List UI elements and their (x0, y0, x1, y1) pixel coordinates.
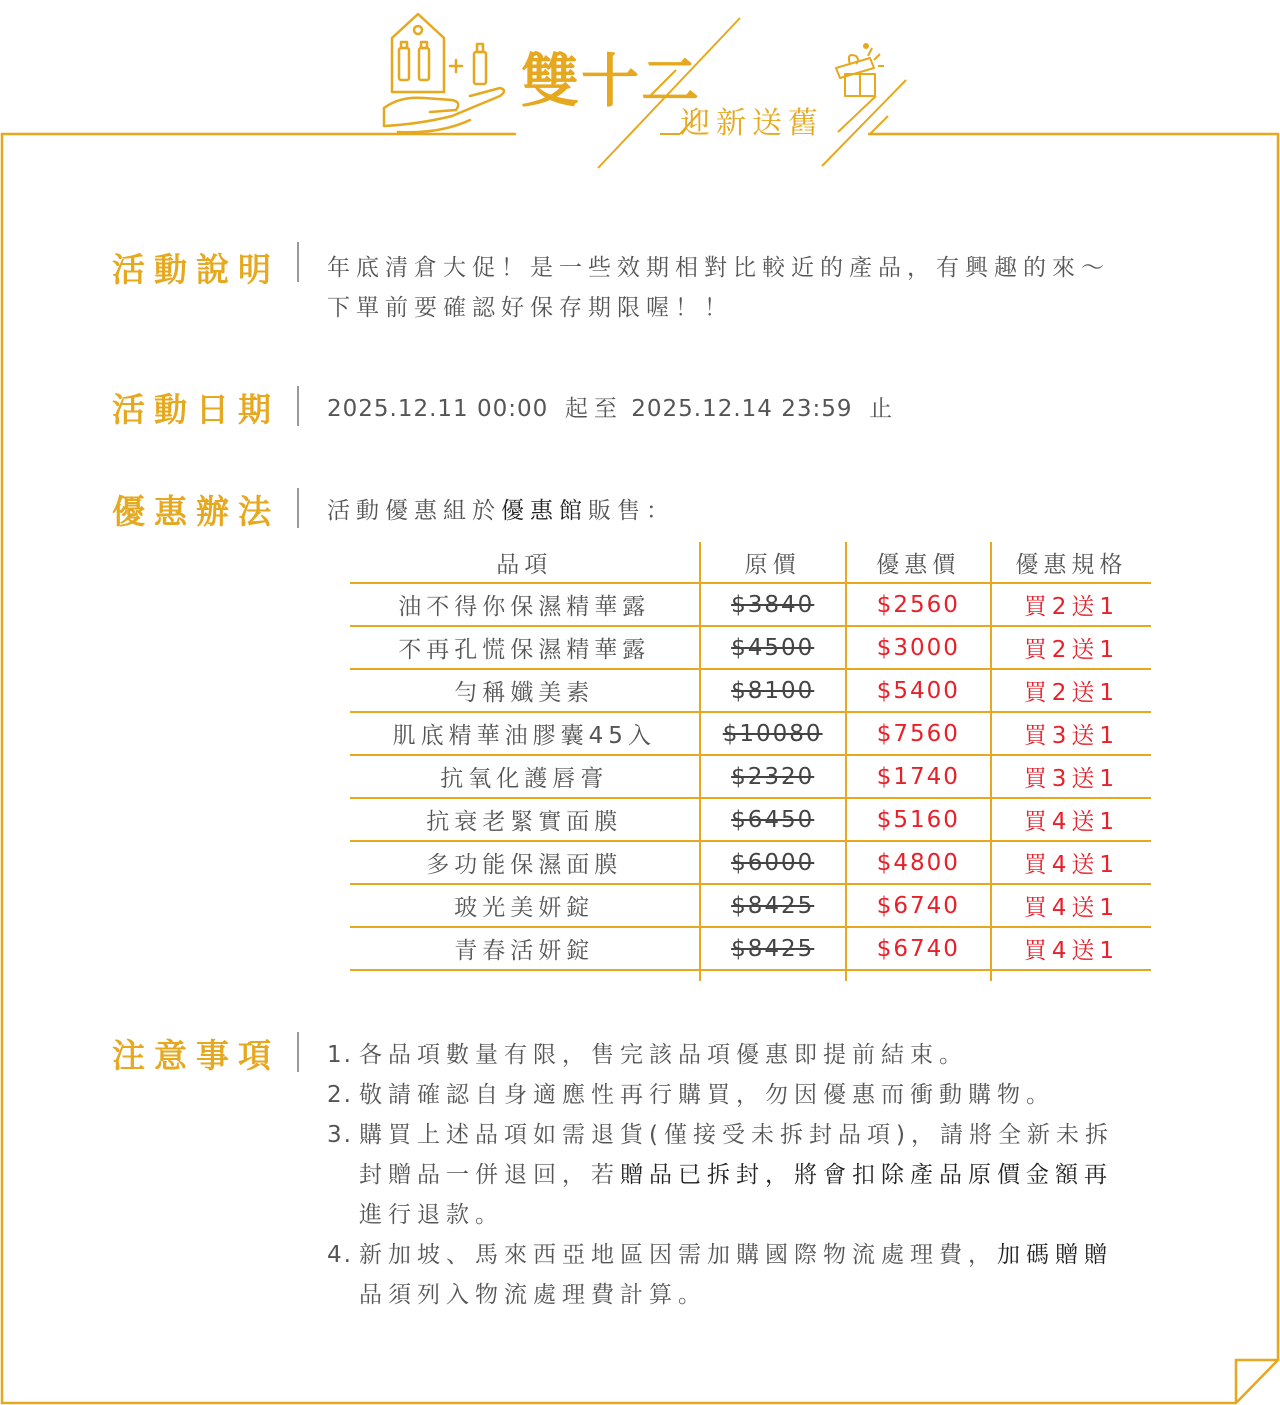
sale-price: $2560 (846, 583, 991, 626)
promo-table (350, 542, 1151, 981)
product-name: 不再孔慌保濕精華露 (350, 626, 700, 669)
original-price: $10080 (700, 712, 846, 755)
header-item: 品項 (350, 542, 700, 583)
note-text (359, 1155, 1219, 1195)
gift-box-icon (836, 44, 884, 96)
offer-rule: 買4送1 (991, 884, 1151, 927)
table-tail-cell (350, 970, 700, 981)
product-name: 油不得你保濕精華露 (350, 583, 700, 626)
product-name: 青春活妍錠 (350, 927, 700, 970)
table-row (350, 841, 1151, 884)
sale-price: $6740 (846, 884, 991, 927)
note-number: 1. (327, 1042, 353, 1068)
offer-rule: 買2送1 (991, 626, 1151, 669)
offer-rule: 買4送1 (991, 841, 1151, 884)
note-text (359, 1235, 1219, 1275)
section-divider (297, 1032, 299, 1072)
section-divider (297, 386, 299, 426)
from-word: 起至 (564, 396, 623, 422)
hero-subtitle: 迎新送舊 (680, 106, 824, 141)
sale-price: $5400 (846, 669, 991, 712)
section-divider (297, 242, 299, 282)
offer-rule: 買2送1 (991, 583, 1151, 626)
original-price: $3840 (700, 583, 846, 626)
notes-list (327, 1035, 1219, 1315)
note-text: 進行退款。 (359, 1202, 504, 1228)
offer-rule: 買3送1 (991, 712, 1151, 755)
table-tail-cell (846, 970, 991, 981)
original-price: $6000 (700, 841, 846, 884)
product-name: 肌底精華油膠囊45入 (350, 712, 700, 755)
offer-store-link[interactable]: 優惠館 (501, 498, 588, 524)
description-line-2: 下單前要確認好保存期限喔！！ (327, 295, 733, 321)
table-tail-row (350, 970, 1151, 981)
sale-price: $4800 (846, 841, 991, 884)
product-name: 玻光美妍錠 (350, 884, 700, 927)
product-name: 抗氧化護唇膏 (350, 755, 700, 798)
offer-rule: 買4送1 (991, 927, 1151, 970)
sale-price: $7560 (846, 712, 991, 755)
section-divider (297, 488, 299, 528)
offer-rule: 買2送1 (991, 669, 1151, 712)
end-word: 止 (869, 396, 899, 422)
section-label-dates: 活動日期 (112, 390, 280, 429)
header-original-price: 原價 (700, 542, 846, 583)
header-offer-rule: 優惠規格 (991, 542, 1151, 583)
section-label-description: 活動說明 (112, 250, 280, 289)
note-item (327, 1115, 1219, 1235)
note-number: 3. (327, 1122, 353, 1148)
note-text: 品須列入物流處理費計算。 (359, 1282, 707, 1308)
sale-price: $6740 (846, 927, 991, 970)
end-datetime: 2025.12.14 23:59 (631, 396, 853, 422)
table-row (350, 755, 1151, 798)
note-text-emphasis: 贈品已拆封，將會扣除產品原價金額再 (620, 1162, 1113, 1188)
section-label-notes: 注意事項 (112, 1036, 280, 1075)
sale-price: $1740 (846, 755, 991, 798)
sale-price: $5160 (846, 798, 991, 841)
note-text: 各品項數量有限，售完該品項優惠即提前結束。 (359, 1042, 968, 1068)
product-name: 多功能保濕面膜 (350, 841, 700, 884)
table-row (350, 884, 1151, 927)
header-sale-price: 優惠價 (846, 542, 991, 583)
offer-intro-prefix: 活動優惠組於 (327, 498, 501, 524)
note-text-part: 新加坡、馬來西亞地區因需加購國際物流處理費， (359, 1242, 997, 1268)
table-row (350, 669, 1151, 712)
product-name: 抗衰老緊實面膜 (350, 798, 700, 841)
original-price: $8100 (700, 669, 846, 712)
note-item (327, 1035, 1219, 1075)
note-text-emphasis: 加碼贈贈 (997, 1242, 1113, 1268)
note-number: 4. (327, 1242, 353, 1268)
note-text-part: 封贈品一併退回，若 (359, 1162, 620, 1188)
offer-intro-suffix: 販售： (588, 498, 675, 524)
original-price: $4500 (700, 626, 846, 669)
offer-rule: 買4送1 (991, 798, 1151, 841)
note-number: 2. (327, 1082, 353, 1108)
original-price: $2320 (700, 755, 846, 798)
table-row (350, 583, 1151, 626)
table-tail-cell (991, 970, 1151, 981)
date-range (327, 389, 898, 429)
offer-rule: 買3送1 (991, 755, 1151, 798)
original-price: $6450 (700, 798, 846, 841)
hero-title: 雙十二 (521, 47, 702, 115)
table-row (350, 712, 1151, 755)
table-tail-cell (700, 970, 846, 981)
sale-price: $3000 (846, 626, 991, 669)
original-price: $8425 (700, 884, 846, 927)
note-text: 購買上述品項如需退貨(僅接受未拆封品項)，請將全新未拆 (359, 1122, 1114, 1148)
table-row (350, 798, 1151, 841)
description-line-1: 年底清倉大促！是一些效期相對比較近的產品，有興趣的來～ (327, 255, 1110, 281)
section-label-offer: 優惠辦法 (112, 492, 280, 531)
note-text: 敬請確認自身適應性再行購買，勿因優惠而衝動購物。 (359, 1082, 1055, 1108)
offer-intro (327, 491, 675, 531)
note-item (327, 1235, 1219, 1315)
hand-with-bottles-icon (348, 14, 515, 134)
product-name: 勻稱孅美素 (350, 669, 700, 712)
table-header-row (350, 542, 1151, 583)
table-row (350, 626, 1151, 669)
original-price: $8425 (700, 927, 846, 970)
start-datetime: 2025.12.11 00:00 (327, 396, 549, 422)
note-item (327, 1075, 1219, 1115)
table-row (350, 927, 1151, 970)
